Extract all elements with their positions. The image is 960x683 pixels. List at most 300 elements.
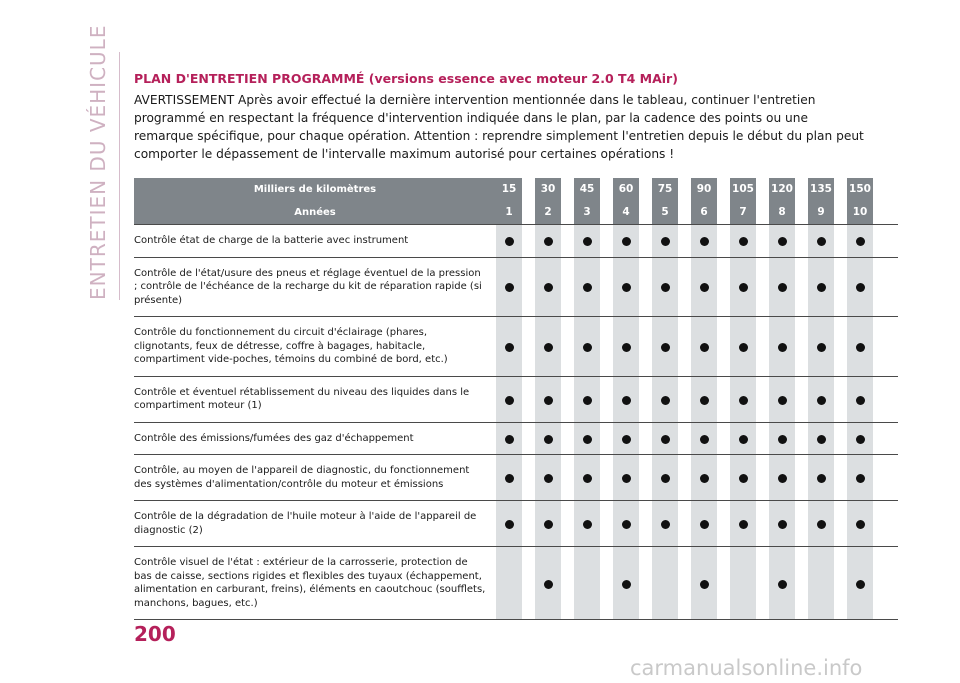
cell-gap xyxy=(678,376,691,422)
cell-gap xyxy=(678,422,691,455)
check-cell xyxy=(808,317,834,377)
check-dot-icon xyxy=(778,396,787,405)
check-dot-icon xyxy=(661,343,670,352)
cell-gap xyxy=(600,317,613,377)
check-cell xyxy=(730,257,756,317)
cell-gap xyxy=(561,317,574,377)
check-cell xyxy=(847,501,873,547)
years-header-row xyxy=(134,201,898,225)
cell-gap xyxy=(600,376,613,422)
check-dot-icon xyxy=(700,237,709,246)
check-cell xyxy=(652,547,678,620)
check-cell xyxy=(574,317,600,377)
check-dot-icon xyxy=(700,283,709,292)
cell-gap xyxy=(873,376,898,422)
cell-gap xyxy=(600,501,613,547)
check-dot-icon xyxy=(778,283,787,292)
check-dot-icon xyxy=(856,474,865,483)
check-cell xyxy=(730,376,756,422)
check-dot-icon xyxy=(622,435,631,444)
check-dot-icon xyxy=(700,474,709,483)
check-cell xyxy=(574,422,600,455)
cell-gap xyxy=(639,257,652,317)
check-dot-icon xyxy=(817,474,826,483)
cell-gap xyxy=(717,257,730,317)
header-gap xyxy=(600,201,613,225)
check-cell xyxy=(613,501,639,547)
check-cell xyxy=(535,422,561,455)
check-cell xyxy=(691,501,717,547)
check-dot-icon xyxy=(700,343,709,352)
check-dot-icon xyxy=(739,343,748,352)
check-dot-icon xyxy=(661,237,670,246)
cell-gap xyxy=(756,376,769,422)
table-row xyxy=(134,225,898,258)
check-dot-icon xyxy=(739,396,748,405)
check-dot-icon xyxy=(544,396,553,405)
check-dot-icon xyxy=(661,283,670,292)
cell-gap xyxy=(639,422,652,455)
check-dot-icon xyxy=(583,343,592,352)
check-cell xyxy=(535,225,561,258)
check-dot-icon xyxy=(817,435,826,444)
km-header: 90 xyxy=(691,178,717,201)
row-label: Contrôle du fonctionnement du circuit d'éclairage (phares, clignotants, feux de détresse, coffre à bagages, habitacle, compartiment vide-poches, témoins du combiné de bord, etc.) xyxy=(134,317,496,377)
check-cell xyxy=(769,257,795,317)
km-header: 60 xyxy=(613,178,639,201)
cell-gap xyxy=(834,376,847,422)
check-dot-icon xyxy=(856,343,865,352)
cell-gap xyxy=(873,317,898,377)
check-cell xyxy=(496,422,522,455)
check-cell xyxy=(613,225,639,258)
check-cell xyxy=(847,257,873,317)
cell-gap xyxy=(717,376,730,422)
check-cell xyxy=(769,376,795,422)
check-cell xyxy=(652,501,678,547)
check-dot-icon xyxy=(661,520,670,529)
header-gap xyxy=(756,201,769,225)
cell-gap xyxy=(834,225,847,258)
check-dot-icon xyxy=(583,237,592,246)
cell-gap xyxy=(873,422,898,455)
check-dot-icon xyxy=(544,474,553,483)
row-label: Contrôle de l'état/usure des pneus et réglage éventuel de la pression ; contrôle de l'échéance de la recharge du kit de réparation rapide (si présente) xyxy=(134,257,496,317)
cell-gap xyxy=(795,547,808,620)
year-header: 4 xyxy=(613,201,639,225)
check-dot-icon xyxy=(505,343,514,352)
check-cell xyxy=(574,225,600,258)
check-dot-icon xyxy=(700,435,709,444)
cell-gap xyxy=(717,547,730,620)
check-cell xyxy=(730,547,756,620)
check-cell xyxy=(691,455,717,501)
check-cell xyxy=(691,422,717,455)
check-dot-icon xyxy=(778,435,787,444)
cell-gap xyxy=(639,455,652,501)
cell-gap xyxy=(561,376,574,422)
check-dot-icon xyxy=(583,283,592,292)
check-dot-icon xyxy=(739,237,748,246)
cell-gap xyxy=(873,501,898,547)
row-label: Contrôle, au moyen de l'appareil de diagnostic, du fonctionnement des systèmes d'alimentation/contrôle du moteur et émissions xyxy=(134,455,496,501)
cell-gap xyxy=(639,547,652,620)
header-gap xyxy=(678,178,691,201)
check-cell xyxy=(769,547,795,620)
cell-gap xyxy=(756,225,769,258)
table-row xyxy=(134,422,898,455)
check-cell xyxy=(574,257,600,317)
check-cell xyxy=(730,317,756,377)
check-dot-icon xyxy=(622,283,631,292)
check-dot-icon xyxy=(505,283,514,292)
check-dot-icon xyxy=(505,520,514,529)
check-dot-icon xyxy=(739,474,748,483)
check-cell xyxy=(808,225,834,258)
cell-gap xyxy=(717,501,730,547)
cell-gap xyxy=(522,547,535,620)
cell-gap xyxy=(678,257,691,317)
year-header: 8 xyxy=(769,201,795,225)
check-dot-icon xyxy=(622,580,631,589)
watermark: carmanualsonline.info xyxy=(630,656,863,680)
check-dot-icon xyxy=(817,343,826,352)
check-dot-icon xyxy=(661,435,670,444)
check-dot-icon xyxy=(856,520,865,529)
check-cell xyxy=(769,422,795,455)
km-header: 150 xyxy=(847,178,873,201)
table-row xyxy=(134,376,898,422)
cell-gap xyxy=(756,455,769,501)
check-dot-icon xyxy=(661,474,670,483)
check-dot-icon xyxy=(544,435,553,444)
cell-gap xyxy=(795,422,808,455)
year-header: 6 xyxy=(691,201,717,225)
table-row xyxy=(134,501,898,547)
table-row xyxy=(134,317,898,377)
check-cell xyxy=(808,422,834,455)
maintenance-table xyxy=(134,178,898,620)
cell-gap xyxy=(756,422,769,455)
cell-gap xyxy=(639,225,652,258)
check-dot-icon xyxy=(661,396,670,405)
check-cell xyxy=(769,225,795,258)
header-gap xyxy=(522,201,535,225)
check-dot-icon xyxy=(856,435,865,444)
check-dot-icon xyxy=(856,396,865,405)
row-label: Contrôle visuel de l'état : extérieur de la carrosserie, protection de bas de caisse, sections rigides et flexibles des tuyaux (échappement, alimentation en carburant, freins), éléments en caoutchouc (soufflets, manchons, bagues, etc.) xyxy=(134,547,496,620)
check-cell xyxy=(847,455,873,501)
year-header: 1 xyxy=(496,201,522,225)
check-cell xyxy=(496,376,522,422)
km-header: 105 xyxy=(730,178,756,201)
check-cell xyxy=(730,455,756,501)
year-header: 7 xyxy=(730,201,756,225)
km-header: 45 xyxy=(574,178,600,201)
check-dot-icon xyxy=(778,580,787,589)
check-dot-icon xyxy=(817,520,826,529)
cell-gap xyxy=(600,225,613,258)
km-header: 30 xyxy=(535,178,561,201)
check-cell xyxy=(847,547,873,620)
check-dot-icon xyxy=(739,520,748,529)
warning-text: AVERTISSEMENT Après avoir effectué la dernière intervention mentionnée dans le tableau, continuer l'entretien programmé en respectant la fréquence d'intervention indiquée dans le plan, par la cadence des points ou une remarque spécifique, pour chaque opération. Attention : reprendre simplement l'entretien depuis le début du plan peut comporter le dépassement de l'intervalle maximum autorisé pour certaines opérations ! xyxy=(134,93,864,161)
cell-gap xyxy=(561,501,574,547)
check-cell xyxy=(613,422,639,455)
check-dot-icon xyxy=(583,435,592,444)
cell-gap xyxy=(717,225,730,258)
cell-gap xyxy=(795,501,808,547)
row-label: Contrôle et éventuel rétablissement du niveau des liquides dans le compartiment moteur (1) xyxy=(134,376,496,422)
cell-gap xyxy=(522,317,535,377)
check-cell xyxy=(496,547,522,620)
cell-gap xyxy=(600,547,613,620)
check-dot-icon xyxy=(700,520,709,529)
check-cell xyxy=(535,547,561,620)
cell-gap xyxy=(717,317,730,377)
check-cell xyxy=(574,547,600,620)
row-label: Contrôle état de charge de la batterie avec instrument xyxy=(134,225,496,258)
header-gap xyxy=(834,178,847,201)
check-cell xyxy=(730,501,756,547)
check-dot-icon xyxy=(856,237,865,246)
check-cell xyxy=(535,317,561,377)
check-dot-icon xyxy=(505,396,514,405)
km-header: 135 xyxy=(808,178,834,201)
cell-gap xyxy=(522,501,535,547)
cell-gap xyxy=(561,225,574,258)
cell-gap xyxy=(834,501,847,547)
row-label: Contrôle de la dégradation de l'huile moteur à l'aide de l'appareil de diagnostic (2) xyxy=(134,501,496,547)
page-number: 200 xyxy=(134,622,176,646)
year-header: 5 xyxy=(652,201,678,225)
cell-gap xyxy=(717,455,730,501)
cell-gap xyxy=(795,257,808,317)
check-cell xyxy=(808,257,834,317)
check-cell xyxy=(691,225,717,258)
check-dot-icon xyxy=(583,474,592,483)
check-cell xyxy=(847,376,873,422)
km-header: 75 xyxy=(652,178,678,201)
check-dot-icon xyxy=(778,343,787,352)
cell-gap xyxy=(561,257,574,317)
check-cell xyxy=(652,455,678,501)
check-dot-icon xyxy=(778,474,787,483)
cell-gap xyxy=(873,455,898,501)
check-cell xyxy=(496,455,522,501)
check-cell xyxy=(808,501,834,547)
check-dot-icon xyxy=(622,237,631,246)
check-cell xyxy=(613,376,639,422)
check-dot-icon xyxy=(778,520,787,529)
cell-gap xyxy=(561,422,574,455)
years-label: Années xyxy=(134,201,496,225)
cell-gap xyxy=(717,422,730,455)
check-cell xyxy=(496,257,522,317)
header-gap xyxy=(561,201,574,225)
check-cell xyxy=(652,422,678,455)
check-cell xyxy=(496,501,522,547)
check-cell xyxy=(847,422,873,455)
table-row xyxy=(134,547,898,620)
check-dot-icon xyxy=(817,237,826,246)
cell-gap xyxy=(678,317,691,377)
check-cell xyxy=(691,257,717,317)
cell-gap xyxy=(678,547,691,620)
check-dot-icon xyxy=(700,580,709,589)
km-header: 15 xyxy=(496,178,522,201)
header-gap xyxy=(561,178,574,201)
check-cell xyxy=(769,317,795,377)
cell-gap xyxy=(756,317,769,377)
check-dot-icon xyxy=(505,435,514,444)
check-cell xyxy=(769,455,795,501)
cell-gap xyxy=(756,257,769,317)
check-dot-icon xyxy=(544,520,553,529)
header-gap xyxy=(639,201,652,225)
check-dot-icon xyxy=(856,283,865,292)
check-cell xyxy=(808,455,834,501)
check-cell xyxy=(535,501,561,547)
check-dot-icon xyxy=(544,580,553,589)
check-dot-icon xyxy=(505,237,514,246)
cell-gap xyxy=(873,257,898,317)
check-cell xyxy=(691,547,717,620)
check-cell xyxy=(652,257,678,317)
check-cell xyxy=(613,455,639,501)
check-cell xyxy=(613,547,639,620)
header-gap xyxy=(678,201,691,225)
check-cell xyxy=(652,376,678,422)
check-dot-icon xyxy=(739,283,748,292)
check-cell xyxy=(769,501,795,547)
check-cell xyxy=(496,225,522,258)
check-dot-icon xyxy=(622,474,631,483)
cell-gap xyxy=(678,501,691,547)
km-label: Milliers de kilomètres xyxy=(134,178,496,201)
cell-gap xyxy=(873,547,898,620)
check-cell xyxy=(652,225,678,258)
check-cell xyxy=(496,317,522,377)
section-side-title: ENTRETIEN DU VÉHICULE xyxy=(86,24,110,300)
cell-gap xyxy=(522,257,535,317)
km-header-row xyxy=(134,178,898,201)
check-dot-icon xyxy=(583,520,592,529)
cell-gap xyxy=(678,225,691,258)
cell-gap xyxy=(522,376,535,422)
check-cell xyxy=(808,547,834,620)
check-dot-icon xyxy=(739,435,748,444)
cell-gap xyxy=(834,317,847,377)
year-header: 2 xyxy=(535,201,561,225)
check-dot-icon xyxy=(583,396,592,405)
header-gap xyxy=(834,201,847,225)
check-cell xyxy=(535,257,561,317)
check-cell xyxy=(808,376,834,422)
header-gap xyxy=(639,178,652,201)
check-dot-icon xyxy=(856,580,865,589)
header-gap xyxy=(717,201,730,225)
header-gap xyxy=(522,178,535,201)
cell-gap xyxy=(678,455,691,501)
cell-gap xyxy=(834,422,847,455)
year-header: 3 xyxy=(574,201,600,225)
year-header: 10 xyxy=(847,201,873,225)
table-row xyxy=(134,455,898,501)
check-dot-icon xyxy=(544,343,553,352)
check-dot-icon xyxy=(505,474,514,483)
header-gap xyxy=(795,178,808,201)
cell-gap xyxy=(639,501,652,547)
cell-gap xyxy=(639,317,652,377)
check-cell xyxy=(652,317,678,377)
cell-gap xyxy=(795,376,808,422)
check-cell xyxy=(847,225,873,258)
check-cell xyxy=(847,317,873,377)
check-cell xyxy=(691,376,717,422)
cell-gap xyxy=(639,376,652,422)
cell-gap xyxy=(795,317,808,377)
check-cell xyxy=(613,317,639,377)
check-dot-icon xyxy=(544,237,553,246)
header-gap xyxy=(873,201,898,225)
cell-gap xyxy=(834,547,847,620)
check-dot-icon xyxy=(622,343,631,352)
check-cell xyxy=(730,422,756,455)
cell-gap xyxy=(756,501,769,547)
check-cell xyxy=(574,501,600,547)
cell-gap xyxy=(795,225,808,258)
cell-gap xyxy=(795,455,808,501)
cell-gap xyxy=(873,225,898,258)
header-gap xyxy=(756,178,769,201)
km-header: 120 xyxy=(769,178,795,201)
check-dot-icon xyxy=(544,283,553,292)
cell-gap xyxy=(522,422,535,455)
cell-gap xyxy=(756,547,769,620)
row-label: Contrôle des émissions/fumées des gaz d'échappement xyxy=(134,422,496,455)
check-cell xyxy=(535,376,561,422)
side-divider xyxy=(119,52,120,300)
check-cell xyxy=(535,455,561,501)
page-heading: PLAN D'ENTRETIEN PROGRAMMÉ (versions essence avec moteur 2.0 T4 MAir) xyxy=(134,71,678,86)
check-dot-icon xyxy=(817,283,826,292)
check-dot-icon xyxy=(622,396,631,405)
check-cell xyxy=(574,455,600,501)
cell-gap xyxy=(522,455,535,501)
cell-gap xyxy=(561,455,574,501)
check-dot-icon xyxy=(817,396,826,405)
check-dot-icon xyxy=(778,237,787,246)
check-dot-icon xyxy=(700,396,709,405)
cell-gap xyxy=(522,225,535,258)
cell-gap xyxy=(834,257,847,317)
check-cell xyxy=(691,317,717,377)
header-gap xyxy=(795,201,808,225)
cell-gap xyxy=(561,547,574,620)
check-cell xyxy=(574,376,600,422)
cell-gap xyxy=(600,455,613,501)
check-dot-icon xyxy=(622,520,631,529)
cell-gap xyxy=(600,422,613,455)
header-gap xyxy=(600,178,613,201)
check-cell xyxy=(730,225,756,258)
header-gap xyxy=(717,178,730,201)
cell-gap xyxy=(600,257,613,317)
table-body xyxy=(134,225,898,620)
table-row xyxy=(134,257,898,317)
header-gap xyxy=(873,178,898,201)
